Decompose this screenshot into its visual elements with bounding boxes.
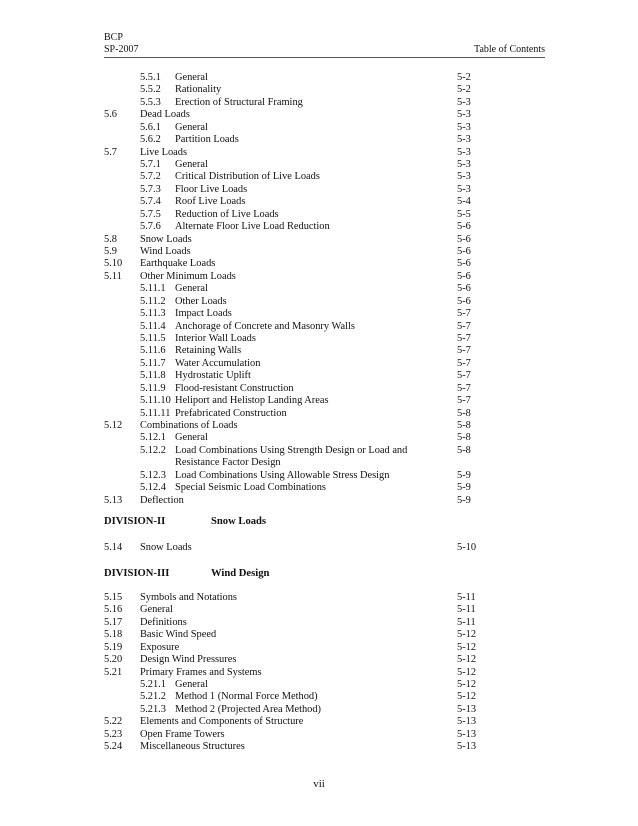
toc-entry-subnumber: 5.11.11	[140, 407, 171, 419]
toc-entry-subnumber: 5.21.3	[140, 703, 166, 715]
toc-entry-subnumber: 5.6.2	[140, 134, 161, 146]
toc-entry-number: 5.24	[104, 741, 123, 753]
toc-entry-page: 5-12	[457, 666, 477, 678]
toc-entry-page: 5-7	[457, 333, 471, 345]
toc-entry-title: Method 1 (Normal Force Method)	[175, 691, 318, 703]
toc-entry	[0, 345, 638, 357]
toc-entry	[0, 296, 638, 308]
toc-entry	[0, 258, 638, 270]
toc-entry-title: Deflection	[140, 494, 184, 506]
toc-entry-page: 5-13	[457, 728, 477, 740]
toc-entry-title: Special Seismic Load Combinations	[175, 482, 326, 494]
toc-entry	[0, 84, 638, 96]
toc-entry	[0, 420, 638, 432]
toc-entry-page: 5-12	[457, 691, 477, 703]
toc-entry	[0, 482, 638, 494]
toc-entry	[0, 395, 638, 407]
toc-entry-title: Snow Loads	[140, 542, 192, 553]
toc-entry	[0, 283, 638, 295]
toc-entry-number: 5.6	[104, 109, 117, 121]
toc-entry-subnumber: 5.5.1	[140, 72, 161, 83]
header-doc-id: SP-2007	[104, 44, 139, 55]
toc-entry-page: 5-2	[457, 84, 471, 96]
toc-entry-page: 5-12	[457, 629, 477, 641]
toc-entry-page: 5-3	[457, 109, 471, 121]
toc-entry-title: Primary Frames and Systems	[140, 666, 262, 678]
toc-entry	[0, 716, 638, 728]
toc-entry-title: General	[175, 121, 208, 133]
toc-entry-title: Miscellaneous Structures	[140, 741, 245, 753]
toc-entry-page: 5-7	[457, 370, 471, 382]
toc-entry-number: 5.13	[104, 494, 123, 506]
toc-entry-page: 5-7	[457, 320, 471, 332]
toc-entry-title: Hydrostatic Uplift	[175, 370, 251, 382]
toc-entry-subnumber: 5.5.2	[140, 84, 161, 96]
toc-entry-page: 5-12	[457, 641, 477, 653]
toc-entry-page: 5-6	[457, 270, 471, 282]
toc-entry-page: 5-7	[457, 382, 471, 394]
toc-entry-page: 5-6	[457, 233, 471, 245]
toc-entry-number: 5.10	[104, 258, 123, 270]
toc-entry-title: Other Minimum Loads	[140, 270, 236, 282]
toc-entry	[0, 642, 638, 654]
toc-entry-page: 5-11	[457, 616, 476, 628]
toc-entry-subnumber: 5.7.2	[140, 171, 161, 183]
toc-entry-title: Reduction of Live Loads	[175, 208, 279, 220]
header-rule	[104, 57, 545, 58]
toc-entry-title: General	[175, 679, 208, 690]
toc-entry	[0, 109, 638, 121]
toc-entry-title: Prefabricated Construction	[175, 407, 287, 419]
toc-entry	[0, 97, 638, 109]
toc-entry	[0, 729, 638, 741]
toc-entry	[0, 171, 638, 183]
toc-entry	[0, 470, 638, 482]
toc-entry	[0, 184, 638, 196]
toc-entry-title: Floor Live Loads	[175, 183, 248, 195]
toc-entry-number: 5.14	[104, 542, 123, 553]
toc-entry-title: Exposure	[140, 641, 180, 653]
toc-entry-subnumber: 5.11.6	[140, 345, 166, 357]
toc-entry-title: Snow Loads	[140, 233, 192, 245]
toc-entry	[0, 72, 638, 84]
toc-entry-page: 5-11	[457, 592, 476, 603]
toc-entry-number: 5.11	[104, 270, 122, 282]
toc-entry-page: 5-6	[457, 246, 471, 258]
toc-entry-title: Resistance Factor Design	[175, 457, 281, 469]
toc-entry-page: 5-3	[457, 183, 471, 195]
toc-entry-title: Combinations of Loads	[140, 420, 238, 432]
toc-entry-page: 5-3	[457, 146, 471, 158]
toc-entry-page: 5-13	[457, 716, 477, 728]
toc-entry-page: 5-7	[457, 308, 471, 320]
toc-entry-title: Basic Wind Speed	[140, 629, 217, 641]
toc-entry	[0, 383, 638, 395]
toc-entry	[0, 691, 638, 703]
toc-entry	[0, 209, 638, 221]
toc-entry-page: 5-12	[457, 654, 477, 666]
toc-entry-subnumber: 5.12.4	[140, 482, 166, 494]
toc-entry	[0, 408, 638, 420]
toc-entry	[0, 445, 638, 457]
toc-entry-title: Symbols and Notations	[140, 592, 237, 603]
toc-entry-page: 5-8	[457, 407, 471, 419]
toc-entry	[0, 495, 638, 507]
toc-entry-page: 5-8	[457, 444, 471, 456]
toc-entry-subnumber: 5.7.4	[140, 196, 161, 208]
toc-entry-title: Flood-resistant Construction	[175, 382, 294, 394]
toc-entry-number: 5.22	[104, 716, 123, 728]
toc-entry	[0, 604, 638, 616]
toc-entry	[0, 667, 638, 679]
toc-entry	[0, 358, 638, 370]
toc-entry-title: General	[175, 432, 208, 444]
toc-entry-title: Impact Loads	[175, 308, 232, 320]
toc-entry-subnumber: 5.11.4	[140, 320, 166, 332]
toc-entry	[0, 704, 638, 716]
toc-entry-subnumber: 5.7.5	[140, 208, 161, 220]
toc-entry-title: Live Loads	[140, 146, 188, 158]
toc-entry-subnumber: 5.12.3	[140, 469, 166, 481]
toc-entry-page: 5-8	[457, 432, 471, 444]
page-number: vii	[313, 778, 325, 790]
toc-entry-title: General	[175, 159, 208, 170]
toc-entry	[0, 741, 638, 753]
toc-entry-number: 5.8	[104, 233, 117, 245]
toc-entry-subnumber: 5.5.3	[140, 96, 161, 108]
toc-entry-subnumber: 5.21.1	[140, 679, 166, 690]
toc-entry	[0, 457, 638, 469]
toc-entry	[0, 196, 638, 208]
toc-entry-number: 5.19	[104, 641, 123, 653]
toc-entry-subnumber: 5.11.1	[140, 283, 166, 295]
division-3-label: DIVISION-III	[104, 568, 170, 579]
toc-entry-page: 5-6	[457, 221, 471, 233]
header-doc-code: BCP	[104, 32, 123, 43]
toc-entry	[0, 432, 638, 444]
toc-entry	[0, 308, 638, 320]
toc-entry-page: 5-3	[457, 96, 471, 108]
toc-entry-subnumber: 5.7.6	[140, 221, 161, 233]
toc-entry-title: Load Combinations Using Allowable Stress Design	[175, 469, 390, 481]
toc-entry-page: 5-13	[457, 741, 477, 753]
toc-entry-title: Anchorage of Concrete and Masonry Walls	[175, 320, 355, 332]
toc-entry	[0, 592, 638, 604]
toc-entry-page: 5-7	[457, 357, 471, 369]
toc-entry-subnumber: 5.11.10	[140, 395, 171, 407]
toc-entry-page: 5-9	[457, 469, 471, 481]
toc-entry-subnumber: 5.11.8	[140, 370, 166, 382]
toc-entry-title: Alternate Floor Live Load Reduction	[175, 221, 330, 233]
toc-entry-page: 5-8	[457, 420, 471, 432]
toc-entry-title: Open Frame Towers	[140, 728, 225, 740]
toc-entry	[0, 147, 638, 159]
toc-entry	[0, 321, 638, 333]
toc-entry-page: 5-7	[457, 345, 471, 357]
toc-entry-title: Elements and Components of Structure	[140, 716, 304, 728]
toc-entry-title: Design Wind Pressures	[140, 654, 237, 666]
toc-entry-number: 5.7	[104, 146, 117, 158]
toc-entry-title: Load Combinations Using Strength Design or Load and	[175, 444, 408, 456]
toc-entry-page: 5-7	[457, 395, 471, 407]
toc-entry-title: Retaining Walls	[175, 345, 242, 357]
toc-entry-title: Earthquake Loads	[140, 258, 216, 270]
toc-entry-subnumber: 5.12.2	[140, 444, 166, 456]
toc-entry-page: 5-13	[457, 703, 477, 715]
toc-entry-number: 5.23	[104, 728, 123, 740]
toc-entry-number: 5.9	[104, 246, 117, 258]
toc-entry-number: 5.20	[104, 654, 123, 666]
toc-entry	[0, 679, 638, 691]
division-2-title: Snow Loads	[211, 516, 267, 527]
toc-entry-subnumber: 5.7.3	[140, 183, 161, 195]
toc-entry-title: Critical Distribution of Live Loads	[175, 171, 320, 183]
toc-entry-page: 5-3	[457, 159, 471, 170]
toc-entry-number: 5.16	[104, 604, 123, 616]
toc-entry-page: 5-6	[457, 283, 471, 295]
toc-entry-title: Dead Loads	[140, 109, 190, 121]
toc-entry-subnumber: 5.7.1	[140, 159, 161, 170]
toc-entry-page: 5-3	[457, 134, 471, 146]
toc-entry-number: 5.21	[104, 666, 123, 678]
toc-entry-page: 5-4	[457, 196, 471, 208]
toc-entry-title: Heliport and Helistop Landing Areas	[175, 395, 329, 407]
toc-entry	[0, 333, 638, 345]
toc-entry-number: 5.18	[104, 629, 123, 641]
toc-entry-title: General	[140, 604, 173, 616]
toc-entry-page: 5-9	[457, 482, 471, 494]
toc-entry-page: 5-3	[457, 171, 471, 183]
toc-entry	[0, 234, 638, 246]
toc-entry-title: Interior Wall Loads	[175, 333, 256, 345]
toc-entry-title: Other Loads	[175, 295, 227, 307]
toc-entry	[0, 122, 638, 134]
toc-entry-title: Partition Loads	[175, 134, 239, 146]
toc-entry-page: 5-6	[457, 295, 471, 307]
toc-entry-number: 5.17	[104, 616, 123, 628]
division-3-title: Wind Design	[211, 568, 270, 579]
toc-entry-title: Wind Loads	[140, 246, 191, 258]
toc-entry-subnumber: 5.12.1	[140, 432, 166, 444]
toc-entry	[0, 159, 638, 171]
toc-entry	[0, 221, 638, 233]
toc-entry-title: Definitions	[140, 616, 187, 628]
toc-entry-subnumber: 5.11.5	[140, 333, 166, 345]
toc-entry-subnumber: 5.21.2	[140, 691, 166, 703]
toc-entry-number: 5.12	[104, 420, 123, 432]
toc-entry-page: 5-11	[457, 604, 476, 616]
toc-entry-subnumber: 5.11.9	[140, 382, 166, 394]
toc-entry-page: 5-10	[457, 542, 477, 553]
header-section-title: Table of Contents	[474, 44, 545, 55]
toc-entry	[0, 654, 638, 666]
toc-entry	[0, 629, 638, 641]
toc-entry-number: 5.15	[104, 592, 123, 603]
division-2-label: DIVISION-II	[104, 516, 166, 527]
toc-entry-title: General	[175, 283, 208, 295]
toc-entry-page: 5-12	[457, 679, 477, 690]
toc-entry-subnumber: 5.11.2	[140, 295, 166, 307]
toc-entry-subnumber: 5.11.3	[140, 308, 166, 320]
toc-entry-title: Method 2 (Projected Area Method)	[175, 703, 322, 715]
toc-entry-page: 5-5	[457, 208, 471, 220]
toc-entry-title: Water Accumulation	[175, 357, 261, 369]
toc-entry	[0, 246, 638, 258]
toc-entry-title: Roof Live Loads	[175, 196, 246, 208]
toc-entry	[0, 617, 638, 629]
toc-entry-subnumber: 5.6.1	[140, 121, 161, 133]
toc-entry-page: 5-9	[457, 494, 471, 506]
toc-entry-page: 5-2	[457, 72, 471, 83]
toc-entry-subnumber: 5.11.7	[140, 357, 166, 369]
toc-entry	[0, 271, 638, 283]
toc-entry-page: 5-3	[457, 121, 471, 133]
toc-entry-title: Rationality	[175, 84, 222, 96]
toc-entry	[0, 370, 638, 382]
toc-entry-title: Erection of Structural Framing	[175, 96, 303, 108]
toc-entry-title: General	[175, 72, 208, 83]
toc-entry	[0, 134, 638, 146]
toc-entry	[0, 542, 638, 554]
toc-entry-page: 5-6	[457, 258, 471, 270]
